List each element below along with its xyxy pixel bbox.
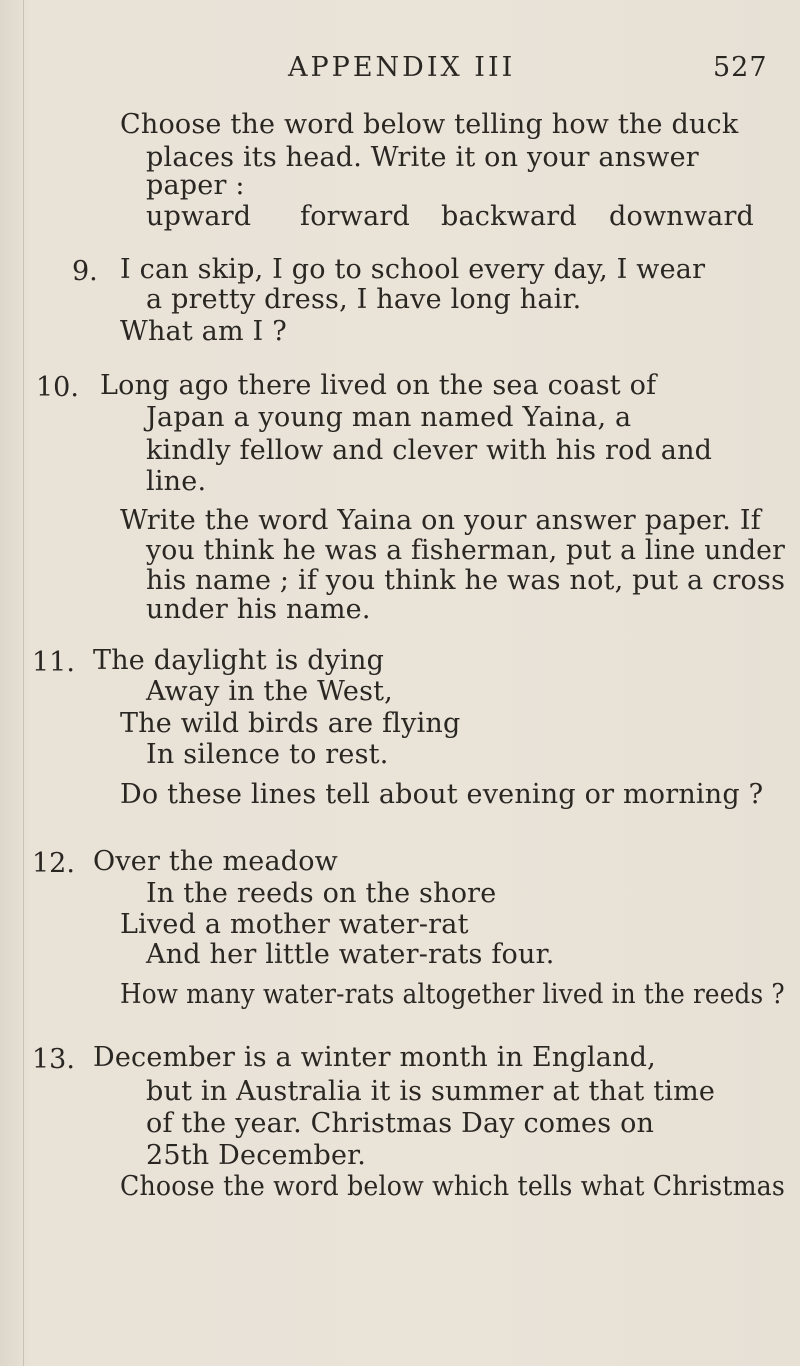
text-line: places its head. Write it on your answer (146, 142, 699, 173)
running-header-title: APPENDIX III (288, 52, 516, 83)
question-line: How many water-rats altogether lived in the reeds ? (120, 979, 785, 1010)
text-line: What am I ? (120, 316, 287, 347)
item-number: 13. (32, 1044, 75, 1075)
page-number: 527 (713, 52, 768, 83)
poem-line: The daylight is dying (93, 645, 385, 676)
text-line: under his name. (146, 594, 371, 625)
page-gutter (23, 0, 24, 1366)
text-line: kindly fellow and clever with his rod and (146, 435, 713, 466)
answer-option: forward (300, 201, 410, 232)
item-number: 9. (72, 256, 98, 287)
text-line: you think he was a fisherman, put a line under (146, 535, 786, 566)
text-line: paper : (146, 170, 245, 201)
text-line: Choose the word below telling how the duck (120, 109, 739, 140)
poem-line: Away in the West, (146, 676, 393, 707)
poem-line: The wild birds are flying (120, 708, 461, 739)
text-line: of the year. Christmas Day comes on (146, 1108, 655, 1139)
poem-line: Lived a mother water-rat (120, 909, 469, 940)
text-line: line. (146, 466, 207, 497)
item-number: 12. (32, 848, 75, 879)
answer-option: upward (146, 201, 252, 232)
text-line: December is a winter month in England, (93, 1042, 656, 1073)
question-line: Do these lines tell about evening or morning ? (120, 779, 764, 810)
poem-line: Over the meadow (93, 846, 338, 877)
text-line: 25th December. (146, 1140, 367, 1171)
text-line: but in Australia it is summer at that time (146, 1076, 716, 1107)
item-number: 11. (32, 647, 75, 678)
text-line: a pretty dress, I have long hair. (146, 284, 582, 315)
item-number: 10. (36, 372, 79, 403)
answer-option: backward (441, 201, 577, 232)
poem-line: In the reeds on the shore (146, 878, 497, 909)
answer-option: downward (609, 201, 755, 232)
poem-line: In silence to rest. (146, 739, 389, 770)
text-line: his name ; if you think he was not, put a cross (146, 565, 786, 596)
text-line: Write the word Yaina on your answer paper. If (120, 505, 761, 536)
text-line: I can skip, I go to school every day, I wear (120, 254, 706, 285)
question-line: Choose the word below which tells what Christmas (120, 1171, 786, 1202)
poem-line: And her little water-rats four. (146, 939, 555, 970)
text-line: Long ago there lived on the sea coast of (100, 370, 657, 401)
text-line: Japan a young man named Yaina, a (146, 402, 632, 433)
